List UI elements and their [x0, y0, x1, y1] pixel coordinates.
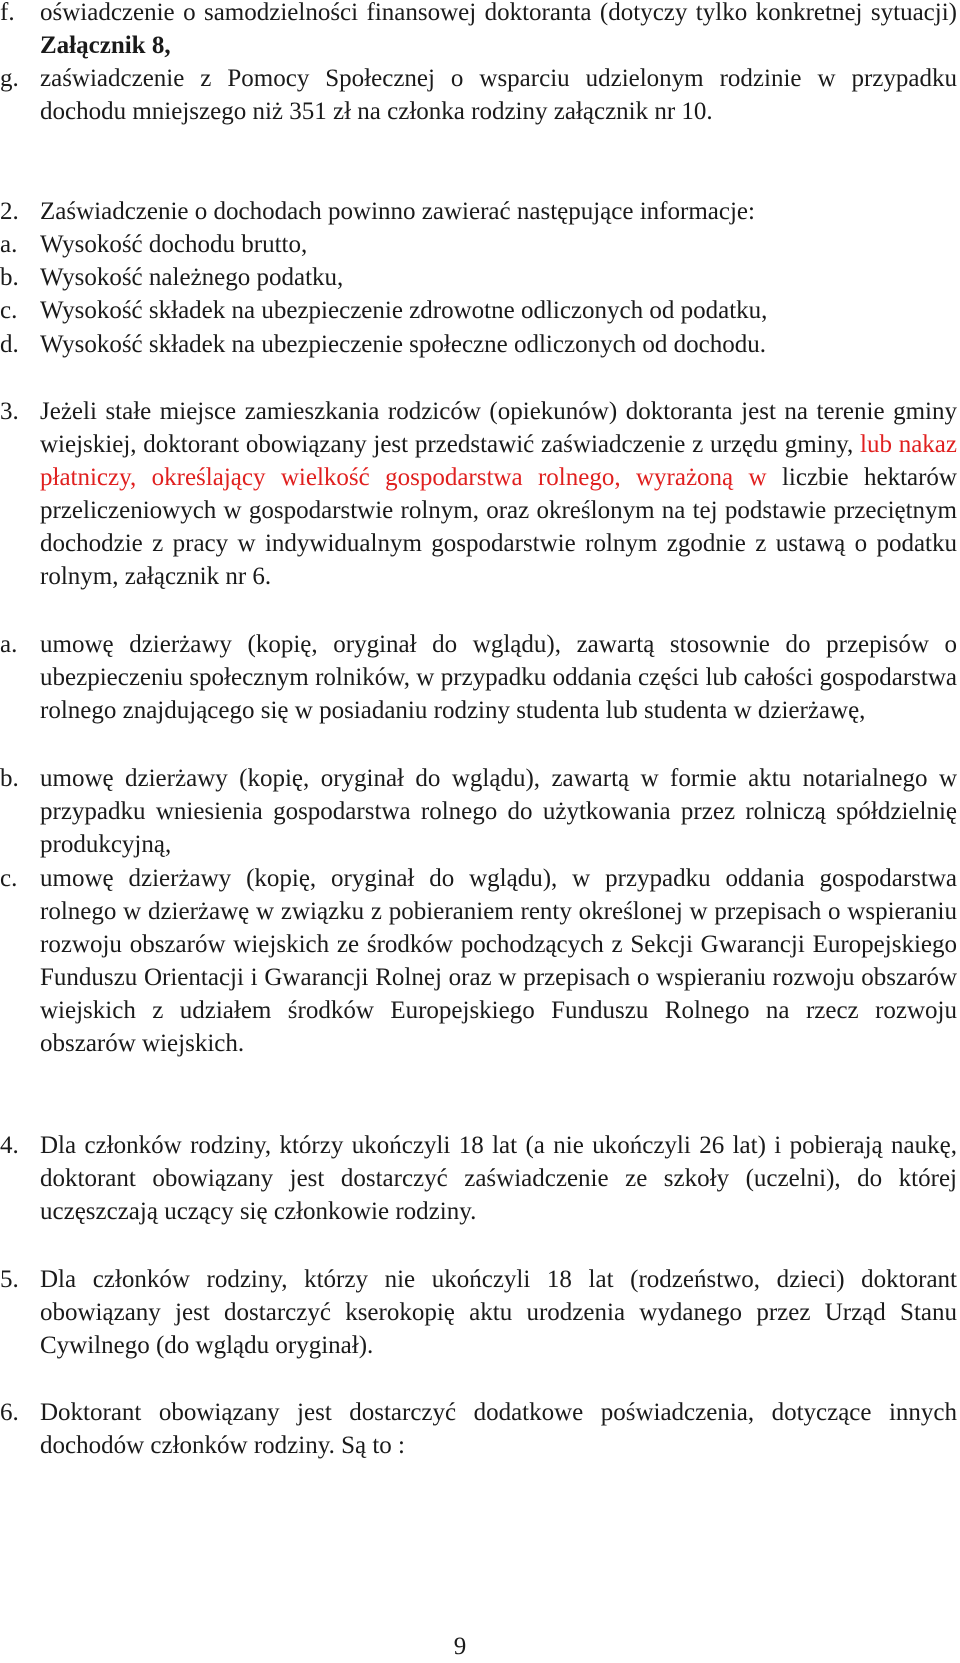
list-marker: b. [0, 264, 19, 291]
list-marker: f. [0, 0, 15, 26]
section-marker: 4. [0, 1132, 19, 1159]
section-text: Dla członków rodziny, którzy ukończyli 18 lat (a nie ukończyli 26 lat) i pobierają naukę, doktorant obowiązany jest dostarczyć zaświadczenie ze szkoły (uczelni), do której uczęszczają uczący się członkowie rodziny. [40, 1132, 957, 1225]
list-marker: c. [0, 865, 18, 892]
list-item-g [0, 62, 957, 128]
section-3-item-c [0, 862, 957, 1060]
list-item-text: umowę dzierżawy (kopię, oryginał do wglądu), zawartą w formie aktu notarialnego w przypadku wniesienia gospodarstwa rolnego do użytkowania przez rolniczą spółdzielnię produkcyjną, [40, 765, 957, 858]
list-marker: b. [0, 765, 19, 792]
section-2-heading [0, 195, 957, 228]
list-item-text: Wysokość składek na ubezpieczenie zdrowotne odliczonych od podatku, [40, 297, 768, 324]
section-text: Jeżeli stałe miejsce zamieszkania rodziców (opiekunów) doktoranta jest na terenie gminy wiejskiej, doktorant obowiązany jest przedstawić zaświadczenie z urzędu gminy, lub nakaz płatniczy, określający wielkość gospodarstwa rolnego, wyrażoną w liczbie hektarów przeliczeniowych w gospodarstwie rolnym, oraz określonym na tej podstawie przeciętnym dochodzie z pracy w indywidualnym gospodarstwie rolnym zgodnie z ustawą o podatku rolnym, załącznik nr 6. [40, 398, 957, 590]
section-2-item-d [0, 328, 957, 361]
section-marker: 2. [0, 198, 19, 225]
highlighted-text: lub nakaz płatniczy, określający wielkość gospodarstwa rolnego, wyrażoną w [40, 431, 957, 491]
section-3-item-a [0, 628, 957, 727]
list-item-text: zaświadczenie z Pomocy Społecznej o wsparciu udzielonym rodzinie w przypadku dochodu mniejszego niż 351 zł na członka rodziny załącznik nr 10. [40, 65, 957, 125]
list-marker: g. [0, 65, 19, 92]
attachment-reference: Załącznik 8, [40, 32, 171, 59]
section-2-item-a [0, 228, 957, 261]
list-item-f [0, 0, 957, 62]
list-item-text: umowę dzierżawy (kopię, oryginał do wglądu), zawartą stosownie do przepisów o ubezpieczeniu społecznym rolników, w przypadku oddania części lub całości gospodarstwa rolnego znajdującego się w posiadaniu rodziny studenta lub studenta w dzierżawę, [40, 631, 957, 724]
section-6-paragraph [0, 1396, 957, 1462]
list-marker: c. [0, 297, 18, 324]
section-marker: 6. [0, 1399, 19, 1426]
section-4-paragraph [0, 1129, 957, 1228]
list-marker: a. [0, 231, 18, 258]
list-item-text: Wysokość dochodu brutto, [40, 231, 308, 258]
section-text: Zaświadczenie o dochodach powinno zawierać następujące informacje: [40, 198, 755, 225]
list-item-text: oświadczenie o samodzielności finansowej doktoranta (dotyczy tylko konkretnej sytuacji) Załącznik 8, [40, 0, 957, 59]
section-marker: 3. [0, 398, 19, 425]
section-marker: 5. [0, 1266, 19, 1293]
section-3-item-b [0, 762, 957, 861]
list-marker: d. [0, 331, 19, 358]
page-number: 9 [453, 1633, 467, 1660]
list-item-text: Wysokość składek na ubezpieczenie społeczne odliczonych od dochodu. [40, 331, 767, 358]
list-item-text: Wysokość należnego podatku, [40, 264, 344, 291]
section-text: Dla członków rodziny, którzy nie ukończyli 18 lat (rodzeństwo, dzieci) doktorant obowiązany jest dostarczyć kserokopię aktu urodzenia wydanego przez Urząd Stanu Cywilnego (do wglądu oryginał). [40, 1266, 957, 1359]
list-marker: a. [0, 631, 18, 658]
section-text: Doktorant obowiązany jest dostarczyć dodatkowe poświadczenia, dotyczące innych dochodów członków rodziny. Są to : [40, 1399, 957, 1459]
list-item-text: umowę dzierżawy (kopię, oryginał do wglądu), w przypadku oddania gospodarstwa rolnego w dzierżawę w związku z pobieraniem renty określonej w przepisach o wspieraniu rozwoju obszarów wiejskich ze środków pochodzących z Sekcji Gwarancji Europejskiego Funduszu Orientacji i Gwarancji Rolnej oraz w przepisach o wspieraniu rozwoju obszarów wiejskich z udziałem środków Europejskiego Funduszu Rolnego na rzecz rozwoju obszarów wiejskich. [40, 865, 957, 1057]
section-3-paragraph [0, 395, 957, 593]
section-2-item-c [0, 294, 957, 327]
section-5-paragraph [0, 1263, 957, 1362]
section-2-item-b [0, 261, 957, 294]
